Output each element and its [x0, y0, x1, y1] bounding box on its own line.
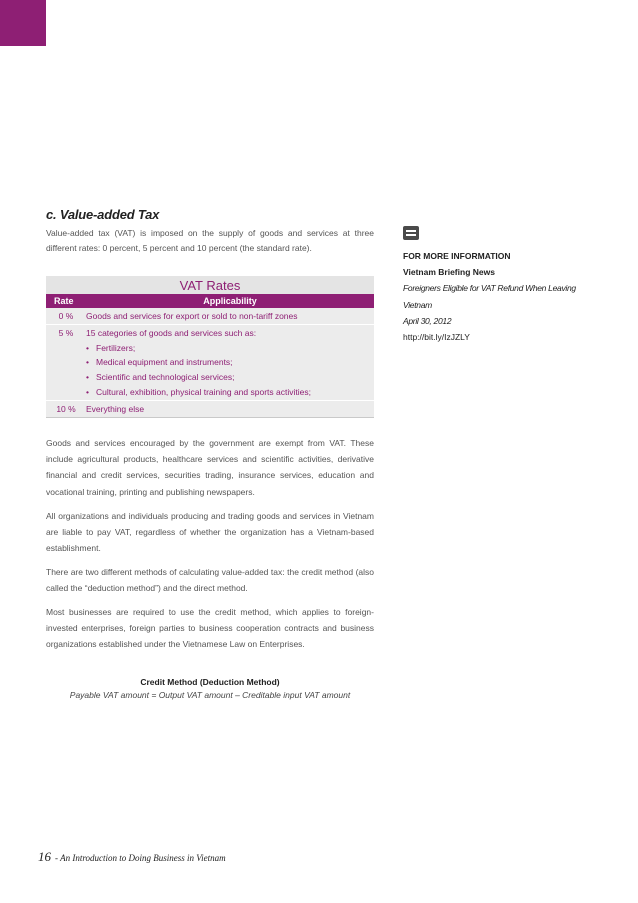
- bullet-icon: •: [86, 357, 89, 368]
- body-paragraph: Goods and services encouraged by the government are exempt from VAT. These include agricultural products, healthcare services and scientific activities, derivative financial and credit services, securities trading, insurance services, education and vocational training, printing and publishing newspapers.: [46, 438, 374, 497]
- news-icon: [403, 226, 419, 240]
- formula-title: Credit Method (Deduction Method): [140, 677, 280, 687]
- list-item: [86, 355, 374, 370]
- header-rate: Rate: [54, 296, 74, 306]
- sidebar-article-title: Foreigners Eligible for VAT Refund When Leaving Vietnam: [403, 283, 576, 310]
- section-title: c. Value-added Tax: [46, 207, 160, 222]
- bullet-icon: •: [86, 372, 89, 383]
- list-item: [86, 385, 374, 400]
- table-row: [46, 325, 374, 401]
- bullet-icon: •: [86, 342, 89, 353]
- sidebar-source: Vietnam Briefing News: [403, 267, 495, 278]
- list-item-text: Fertilizers;: [96, 342, 136, 353]
- intro-paragraph: Value-added tax (VAT) is imposed on the supply of goods and services at three different rates: 0 percent, 5 percent and 10 percent (the standard rate).: [46, 228, 374, 253]
- vat-rates-table: [46, 276, 374, 418]
- table-header: [46, 294, 374, 308]
- sidebar-link[interactable]: http://bit.ly/IzJZLY: [403, 332, 470, 343]
- applicability-text: 15 categories of goods and services such as:: [86, 327, 257, 338]
- corner-accent-block: [0, 0, 46, 46]
- table-row: [46, 401, 374, 417]
- footer-text: - An Introduction to Doing Business in Vietnam: [55, 853, 226, 863]
- rate-cell: 0 %: [58, 311, 74, 321]
- list-item-text: Scientific and technological services;: [96, 372, 235, 383]
- list-item: [86, 370, 374, 385]
- body-paragraph: There are two different methods of calculating value-added tax: the credit method (also called the “deduction method”) and the direct method.: [46, 567, 374, 594]
- rate-cell: 5 %: [58, 327, 74, 338]
- list-item-text: Cultural, exhibition, physical training and sports activities;: [96, 386, 311, 397]
- list-item-text: Medical equipment and instruments;: [96, 357, 233, 368]
- table-body: [46, 308, 374, 418]
- list-item: [86, 341, 374, 356]
- applicability-cell: Goods and services for export or sold to non-tariff zones: [86, 311, 298, 321]
- sidebar-heading: FOR MORE INFORMATION: [403, 251, 511, 261]
- page-footer: [38, 848, 226, 866]
- bullet-icon: •: [86, 386, 89, 397]
- table-title: VAT Rates: [46, 276, 374, 294]
- header-applicability: Applicability: [203, 296, 257, 306]
- applicability-cell: [86, 325, 374, 400]
- formula-text: Payable VAT amount = Output VAT amount – Creditable input VAT amount: [69, 690, 351, 700]
- page-number: 16: [38, 849, 51, 864]
- rate-cell: 10 %: [56, 403, 76, 414]
- sidebar-more-info: [403, 226, 603, 345]
- sidebar-date: April 30, 2012: [403, 315, 452, 326]
- body-paragraph: All organizations and individuals producing and trading goods and services in Vietnam are liable to pay VAT, regardless of whether the organization has a Vietnam-based establishment.: [46, 511, 374, 554]
- body-paragraph: Most businesses are required to use the credit method, which applies to foreign-invested enterprises, foreign parties to business cooperation contracts and business organizations established under the Vietnamese Law on Enterprises.: [46, 607, 374, 650]
- table-row: [46, 308, 374, 325]
- applicability-cell: Everything else: [86, 403, 145, 414]
